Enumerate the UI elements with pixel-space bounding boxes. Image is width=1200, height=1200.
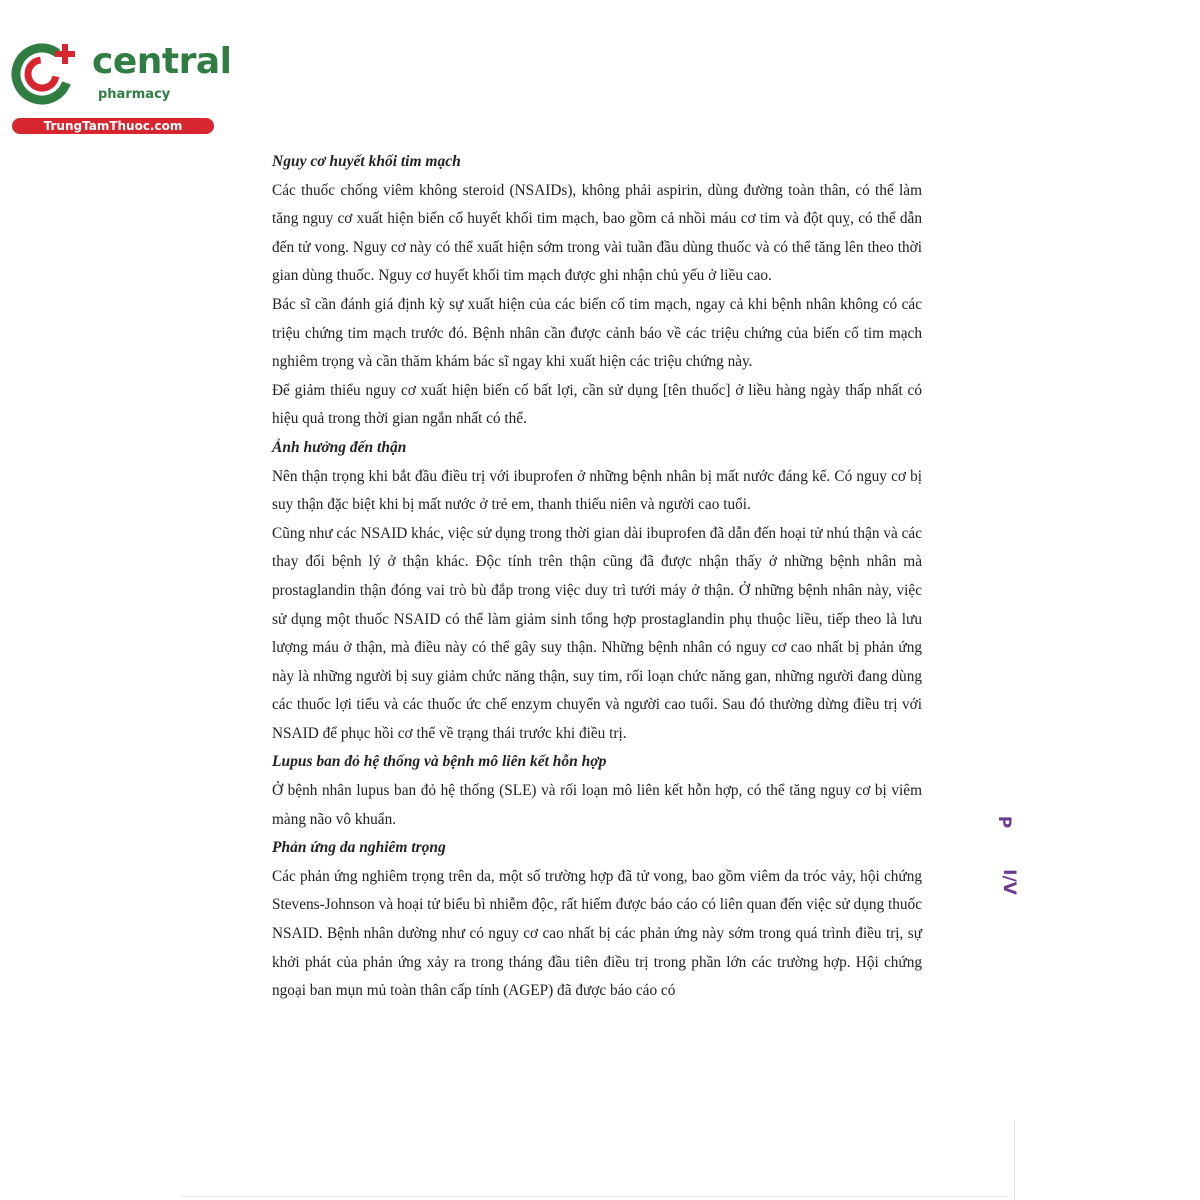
- paragraph: Ở bệnh nhân lupus ban đỏ hệ thống (SLE) và rối loạn mô liên kết hỗn hợp, có thể tăng nguy cơ bị viêm màng não vô khuẩn.: [272, 782, 922, 828]
- section-heading-cardiovascular: Nguy cơ huyết khối tim mạch: [272, 153, 461, 170]
- paragraph: Nên thận trọng khi bắt đầu điều trị với ibuprofen ở những bệnh nhân bị mất nước đáng kể. Có nguy cơ bị suy thận đặc biệt khi bị mất nước ở trẻ em, thanh thiếu niên và người cao tuổi.: [272, 467, 922, 514]
- central-pharmacy-logo[interactable]: [8, 36, 232, 136]
- stamp-mark: I/V: [998, 869, 1019, 895]
- logo-brand-name: central: [92, 41, 232, 82]
- paragraph: Bác sĩ cần đánh giá định kỳ sự xuất hiện của các biến cố tim mạch, ngay cả khi bệnh nhân không có các triệu chứng tim mạch trước đó. Bệnh nhân cần được cảnh báo về các triệu chứng của biến cố tim mạch nghiêm trọng và cần thăm khám bác sĩ ngay khi xuất hiện các triệu chứng này.: [272, 295, 922, 371]
- page-bottom-divider: [180, 1196, 1010, 1197]
- logo-brand-sub: pharmacy: [98, 87, 171, 102]
- paragraph: Để giảm thiểu nguy cơ xuất hiện biến cố bất lợi, cần sử dụng [tên thuốc] ở liều hàng ngày thấp nhất có hiệu quả trong thời gian ngắn nhất có thể.: [272, 381, 922, 428]
- page-stamp: [996, 812, 1020, 912]
- paragraph: Cũng như các NSAID khác, việc sử dụng trong thời gian dài ibuprofen đã dẫn đến hoại tử nhú thận và các thay đổi bệnh lý ở thận khác. Độc tính trên thận cũng đã được nhận thấy ở những bệnh nhân mà prostaglandin thận đóng vai trò bù đắp trong việc duy trì tưới máy ở thận. Ở những bệnh nhân này, việc sử dụng một thuốc NSAID có thể làm giảm sinh tổng hợp prostaglandin phụ thuộc liều, tiếp theo là lưu lượng máu ở thận, mà điều này có thể gây suy thận. Những bệnh nhân có nguy cơ cao nhất bị phản ứng này là những người bị suy giảm chức năng thận, suy tim, rối loạn chức năng gan, những người đang dùng các thuốc lợi tiểu và các thuốc ức chế enzym chuyển và người cao tuổi. Sau đó thường dừng điều trị với NSAID để phục hồi cơ thể về trạng thái trước khi điều trị.: [272, 524, 922, 742]
- paragraph: Các phản ứng nghiêm trọng trên da, một số trường hợp đã tử vong, bao gồm viêm da tróc vảy, hội chứng Stevens-Johnson và hoại tử biểu bì nhiễm độc, rất hiếm được báo cáo có liên quan đến việc sử dụng thuốc NSAID. Bệnh nhân dường như có nguy cơ cao nhất bị các phản ứng này sớm trong quá trình điều trị, sự khởi phát của phản ứng xảy ra trong tháng đầu tiên điều trị trong phần lớn các trường hợp. Hội chứng ngoại ban mụn mủ toàn thân cấp tính (AGEP) đã được báo cáo có: [272, 867, 922, 1000]
- section-heading-lupus: Lupus ban đỏ hệ thống và bệnh mô liên kết hỗn hợp: [272, 753, 607, 771]
- section-heading-kidney: Ảnh hưởng đến thận: [272, 438, 407, 456]
- logo-url-badge[interactable]: TrungTamThuoc.com: [12, 118, 214, 134]
- section-heading-skin-reactions: Phản ứng da nghiêm trọng: [272, 839, 446, 857]
- document-body: [272, 148, 922, 1006]
- pharmacy-cross-icon: [10, 36, 82, 106]
- page-edge-divider: [1014, 1120, 1015, 1200]
- paragraph: Các thuốc chống viêm không steroid (NSAIDs), không phải aspirin, dùng đường toàn thân, có thể làm tăng nguy cơ xuất hiện biến cố huyết khối tim mạch, bao gồm cả nhồi máu cơ tim và đột quỵ, có thể dẫn đến tử vong. Nguy cơ này có thể xuất hiện sớm trong vài tuần đầu dùng thuốc và có thể tăng lên theo thời gian dùng thuốc. Nguy cơ huyết khối tim mạch được ghi nhận chủ yếu ở liều cao.: [272, 181, 922, 285]
- stamp-mark: P: [994, 815, 1015, 829]
